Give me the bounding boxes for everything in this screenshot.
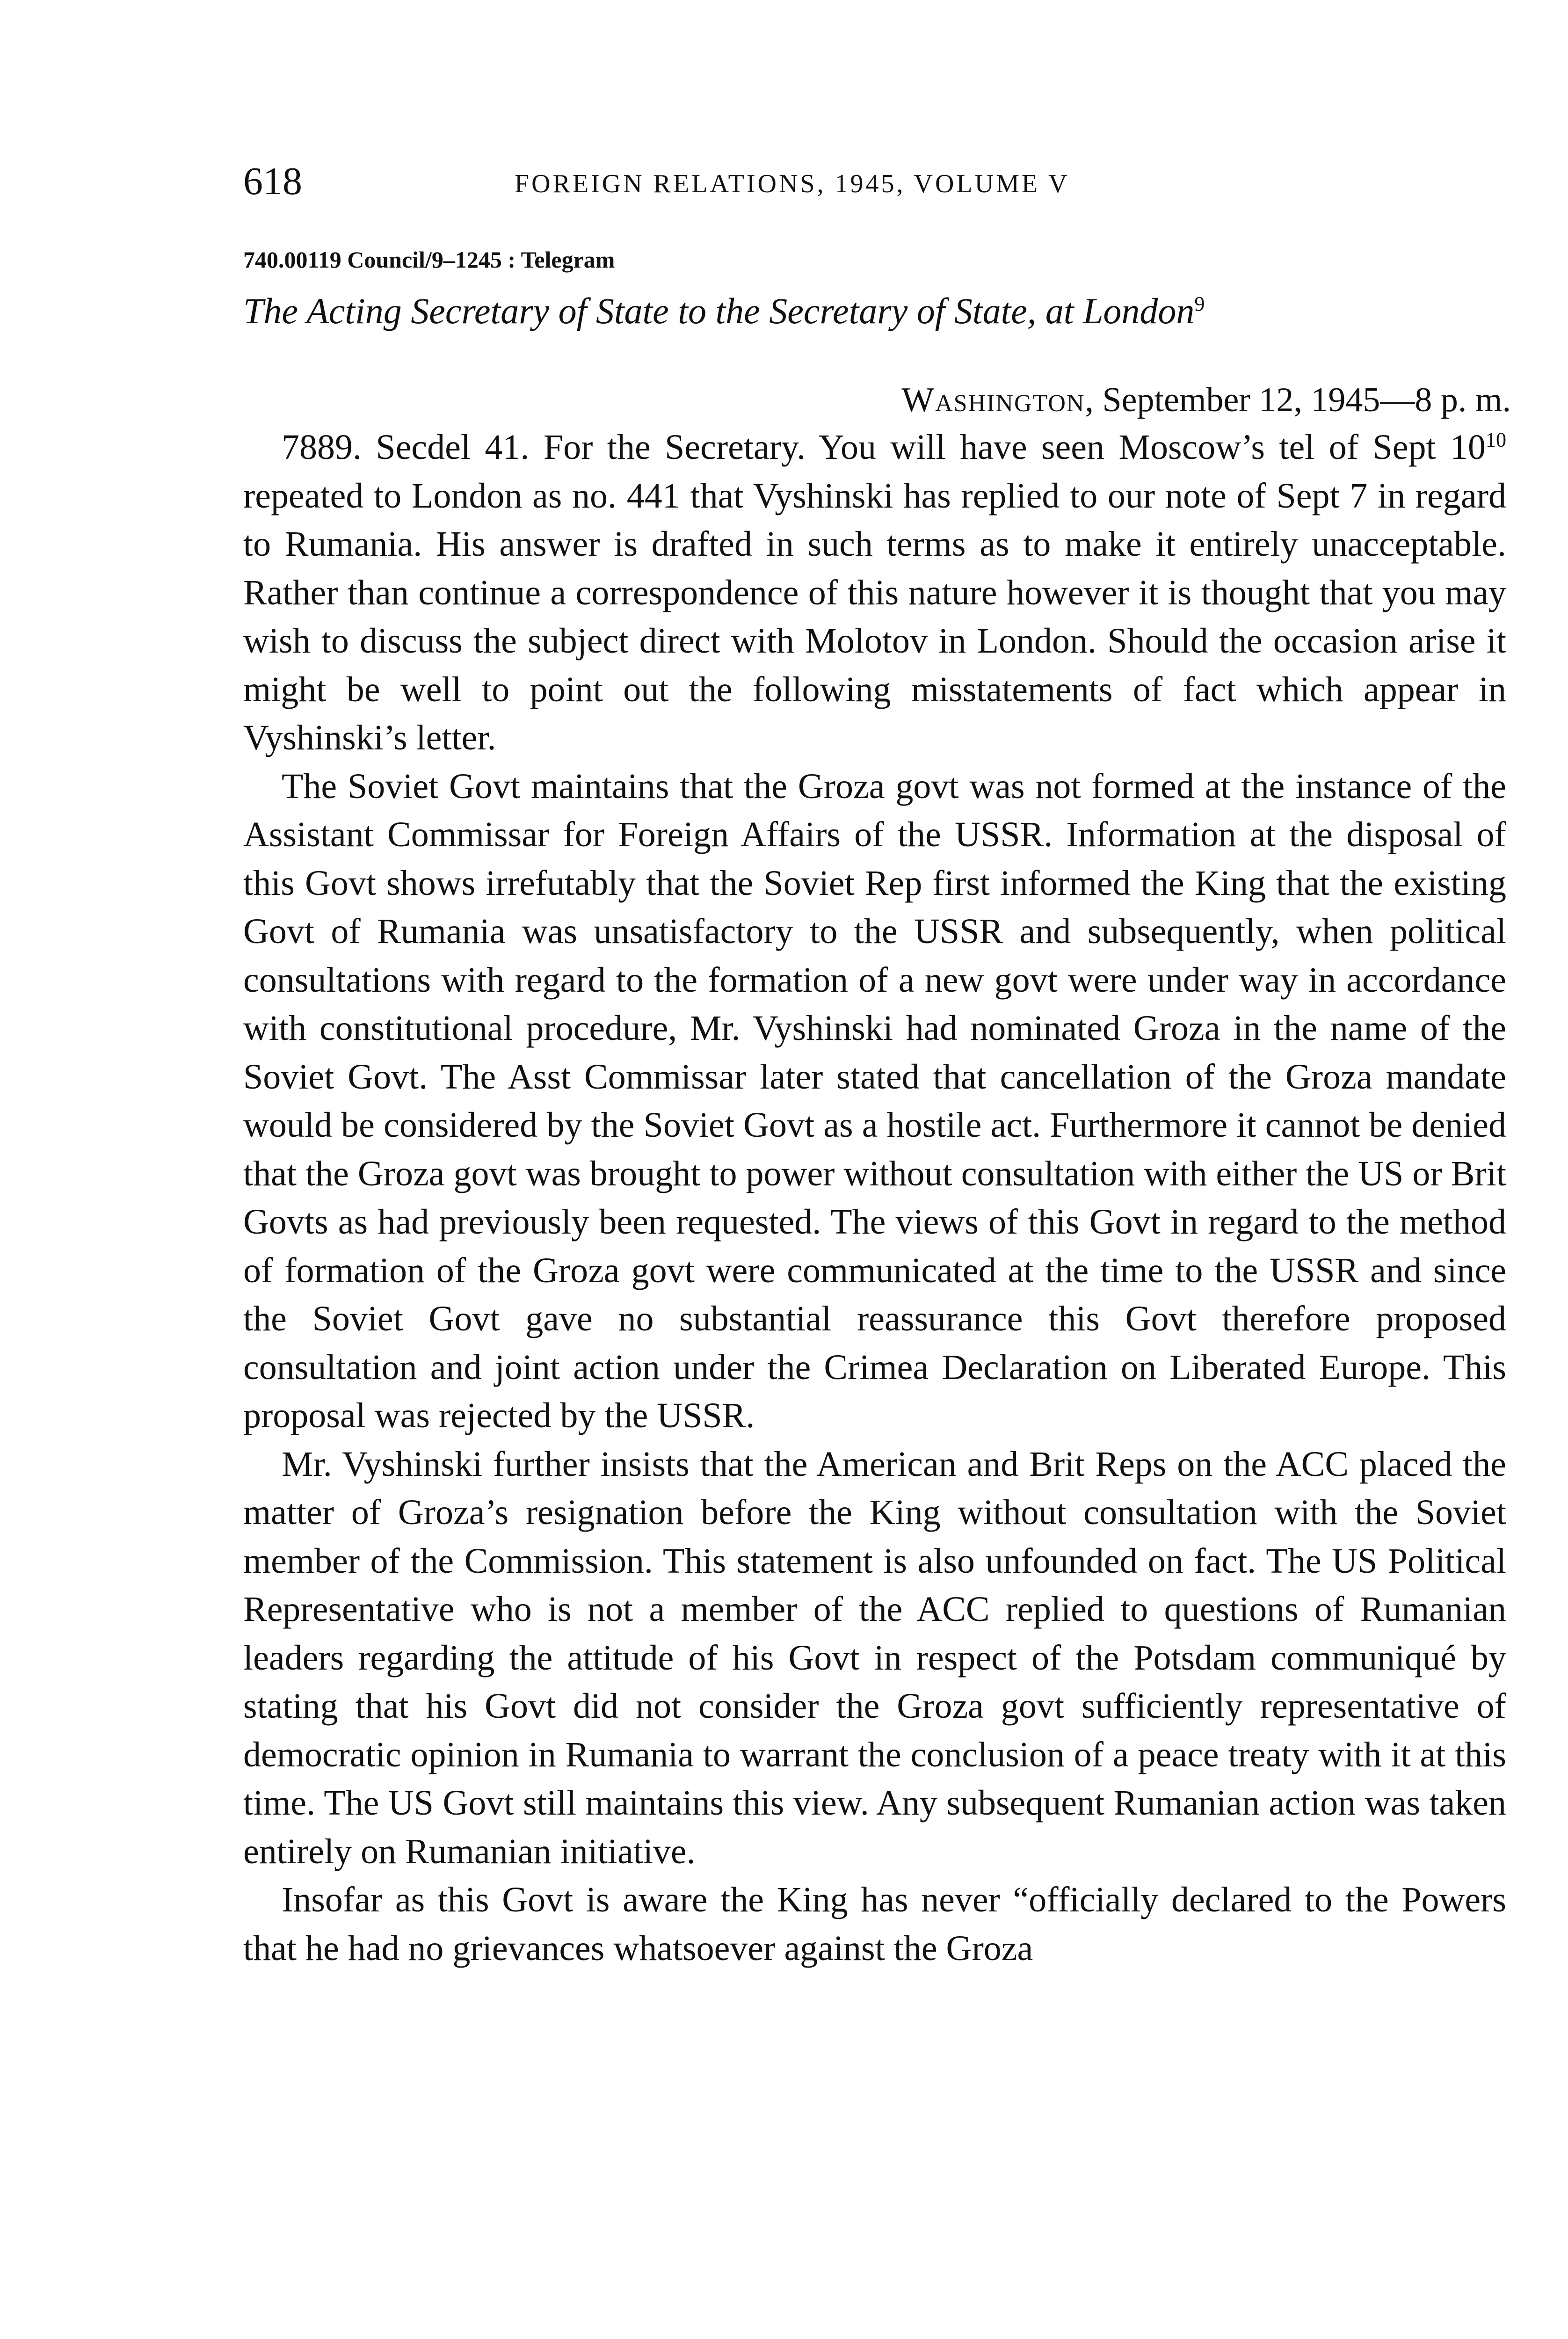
telegram-body <box>243 423 1506 1973</box>
paragraph-2: The Soviet Govt maintains that the Groza govt was not formed at the instance of the Assistant Commissar for Foreign Affairs of the USSR. Information at the disposal of this Govt shows irrefutably that the Soviet Rep first informed the King that the existing Govt of Rumania was unsatisfactory to the USSR and subsequently, when political consultations with regard to the formation of a new govt were under way in accordance with constitutional procedure, Mr. Vyshinski had nominated Groza in the name of the Soviet Govt. The Asst Commissar later stated that cancellation of the Groza mandate would be considered by the Soviet Govt as a hostile act. Furthermore it cannot be denied that the Groza govt was brought to power without consultation with either the US or Brit Govts as had previously been requested. The views of this Govt in regard to the method of formation of the Groza govt were communicated at the time to the USSR and since the Soviet Govt gave no substantial reassurance this Govt therefore proposed consultation and joint action under the Crimea Declaration on Liberated Europe. This proposal was rejected by the USSR. <box>243 766 1506 1435</box>
running-title: FOREIGN RELATIONS, 1945, VOLUME V <box>515 169 1070 198</box>
paragraph-1-part-1: 7889. Secdel 41. For the Secretary. You will have seen Moscow’s tel of Sept 10 <box>282 428 1486 467</box>
paragraph-4: Insofar as this Govt is aware the King has never “officially declared to the Powers that he had no grievances whatsoever against the Groza <box>243 1880 1506 1968</box>
dateline <box>901 374 1511 426</box>
paragraph-1-part-2: repeated to London as no. 441 that Vyshinski has replied to our note of Sept 7 in regard to Rumania. His answer is drafted in such terms as to make it entirely unacceptable. Rather than continue a correspondence of this nature however it is thought that you may wish to discuss the subject direct with Molotov in London. Should the occasion arise it might be well to point out the following misstatements of fact which appear in Vyshinski’s letter. <box>243 476 1506 757</box>
document-title <box>243 285 1506 337</box>
dateline-date: , September 12, 1945—8 p. m. <box>1085 381 1511 419</box>
footnote-ref-10: 10 <box>1486 428 1506 451</box>
paragraph-3: Mr. Vyshinski further insists that the American and Brit Reps on the ACC placed the matter of Groza’s resignation before the King without consultation with the Soviet member of the Commission. This statement is also unfounded on fact. The US Political Representative who is not a member of the ACC replied to questions of Rumanian leaders regarding the attitude of his Govt in respect of the Potsdam communiqué by stating that his Govt did not consider the Groza govt sufficiently representative of democratic opinion in Rumania to warrant the conclusion of a peace treaty with it at this time. The US Govt still maintains this view. Any subsequent Rumanian action was taken entirely on Rumanian initiative. <box>243 1444 1506 1871</box>
footnote-ref-9: 9 <box>1194 292 1205 315</box>
paragraph-1 <box>243 423 1506 763</box>
page-number: 618 <box>243 160 302 203</box>
running-head <box>243 158 1497 210</box>
document-title-text: The Acting Secretary of State to the Secretary of State, at London <box>243 291 1195 331</box>
file-reference: 740.00119 Council/9–1245 : Telegram <box>243 247 615 273</box>
dateline-place: Washington <box>901 381 1085 419</box>
